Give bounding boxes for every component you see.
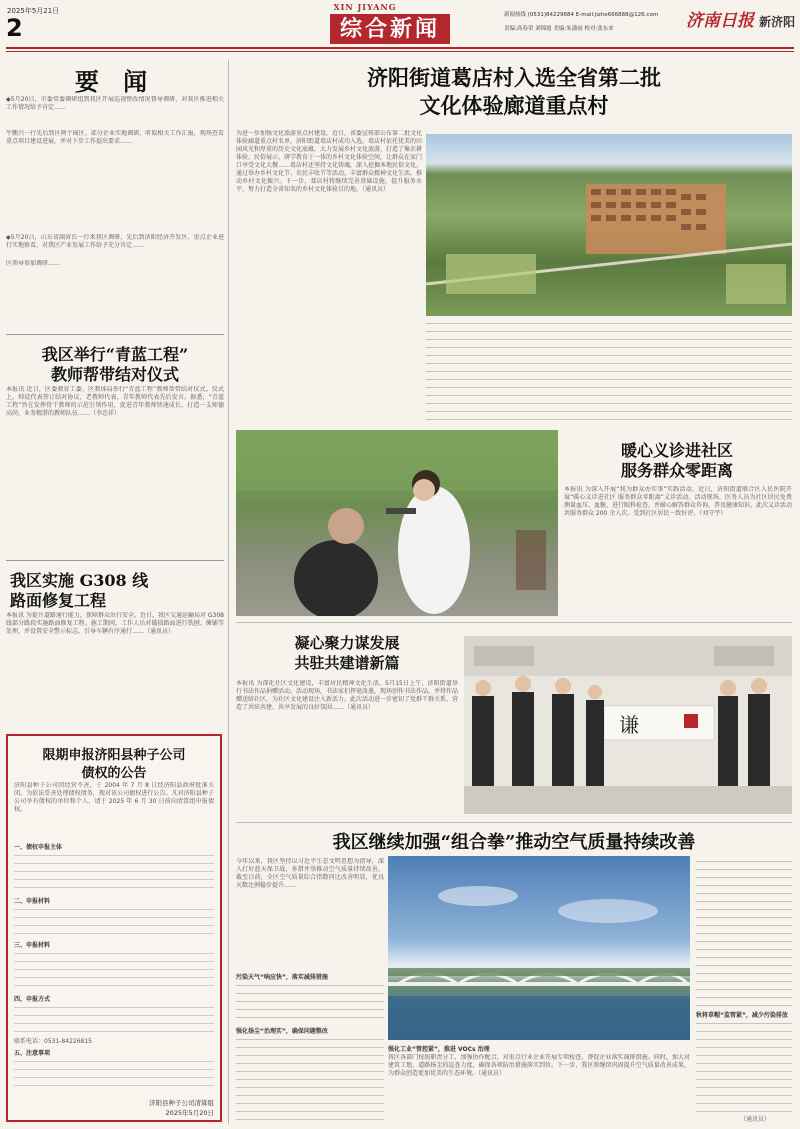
issue-date: 2025年5月21日	[7, 7, 60, 15]
notice-title-line1: 限期申报济阳县种子公司	[42, 748, 186, 763]
rule-2	[6, 560, 224, 561]
masthead-sub: 新济阳	[759, 15, 796, 29]
calligraphy-character: 谦	[619, 713, 639, 737]
section-pinyin: XIN JIYANG	[333, 2, 397, 12]
clinic-body: 本报讯 为深入开展“我为群众办实事”实践活动，近日，济阳街道联合区人民医院开展“暖心义诊进社区 服务群众零距离”义诊活动。活动现场，医务人员为社区居民免费测量血压、血糖，进行眼科检查，并耐心解答群众咨询，普及健康知识。此次义诊活动共服务群众 200 余人次，受到社区居民一致好评。（刘守宇）	[564, 486, 792, 517]
air-quality-body: 今年以来，我区坚持以习近平生态文明思想为指导，深入打好蓝天保卫战，多措并举推动空气质量持续改善。截至目前，全区空气质量综合指数同比改善明显，优良天数比例稳步提升……	[236, 858, 384, 889]
article2-title-line1: 我区实施 G308 线	[10, 571, 149, 590]
subhead-4: 秋将草帽“监管紧”，减少污染排放	[696, 1012, 788, 1019]
notice-item-5: 五、注意事项	[14, 1050, 51, 1057]
notice-box	[6, 734, 222, 1122]
section-title: 综合新闻	[330, 14, 450, 44]
lead-body-cont	[426, 320, 792, 426]
air-quality-body2: 我区各部门按照职责分工，加强协作配合，对重点行业企业开展专项检查，督促企业落实减排措施。同时，加大对建筑工地、道路扬尘的巡查力度，确保各项防治措施落实到位。下一步，我区将继续巩固提升空气质量改善成果，为群众创造更加优美的生态环境。（通讯员）	[388, 1054, 690, 1077]
article1-title-line1: 我区举行“青蓝工程”	[41, 345, 189, 364]
news-item-2: 牛鹏兴一行先后到区两个园区、部分企业实地调研，听取相关工作汇报，现场查看重点项目建设进展，并对下步工作提出要求……	[6, 130, 224, 145]
air-quality-filler-2	[236, 1036, 384, 1122]
masthead-logo	[686, 6, 795, 31]
calligraphy-photo	[464, 636, 792, 814]
article1-title-line2: 教师帮带结对仪式	[50, 365, 179, 384]
calligraphy-title-line1: 凝心聚力谋发展	[294, 634, 400, 652]
left-column	[6, 56, 224, 1126]
air-quality-right-col-2	[696, 1020, 792, 1112]
aerial-village-photo	[426, 134, 792, 316]
air-quality-title: 我区继续加强“组合拳”推动空气质量持续改善	[332, 832, 696, 853]
news-item-3: ◆5月20日，山东省副省长一行来我区调研，先后到济阳经济开发区、重点企业进行实地察看，对我区产业发展工作给予充分肯定……	[6, 234, 224, 249]
header-rule-thin	[6, 51, 794, 52]
calligraphy-body: 本报讯 为深化社区文化建设，丰富居民精神文化生活，5月15日上午，济阳街道举行书法作品捐赠活动。活动现场，书法家们挥毫泼墨，现场创作书法作品，并将作品赠送给社区，为社区文化建设注入新活力。此次活动进一步密切了党群干群关系，营造了共驻共建、共享发展的良好氛围……（通讯员）	[236, 680, 458, 711]
editors: 责编:高春荣 刘锦霞 美编:朱潇雨 校对:张东来	[504, 26, 614, 32]
notice-sign-date: 2025年5月20日	[165, 1109, 214, 1117]
calligraphy-photo-graphic	[464, 636, 792, 814]
masthead-title: 济南日报	[686, 11, 754, 31]
article2-body: 本报讯 为提升道路通行能力，保障群众出行安全，近日，我区交通运输局对 G308 线部分路段实施路面修复工程。施工期间，工作人员对破损路面进行铣刨、摊铺等处理，并设置安全警示标志，引导车辆有序通行……（通讯员）	[6, 612, 224, 635]
clinic-photo-graphic	[236, 430, 558, 616]
header	[0, 0, 800, 56]
notice-filler-5	[14, 1058, 214, 1092]
section-banner	[230, 2, 498, 46]
rule-1	[6, 334, 224, 335]
article2-title-line2: 路面修复工程	[10, 591, 107, 610]
header-rule	[6, 47, 794, 49]
notice-filler-3	[14, 950, 214, 990]
rule-mid	[236, 622, 792, 623]
clinic-title-line2: 服务群众零距离	[620, 461, 733, 480]
notice-title-line2: 债权的公告	[81, 766, 147, 781]
notice-filler-2	[14, 906, 214, 936]
subhead-2: 强化扬尘“治理实”，确保问题整改	[236, 1028, 328, 1035]
yaowen-heading: 要 闻	[74, 67, 156, 96]
article1-body: 本报讯 近日，区委教育工委、区教体局举行“青蓝工程”教师帮带结对仪式。仪式上，师徒代表签订结对协议，老教师代表、青年教师代表先后发言。据悉，“青蓝工程”旨在发挥骨干教师的示范引领作用，促进青年教师快速成长，打造一支师德高尚、业务精湛的教师队伍……（李忠祥）	[6, 386, 224, 417]
hotline: 新闻热线 (0531)84229684 E-mail:jizhe666888@126.com	[504, 12, 659, 18]
bridge-lake-photo	[388, 856, 690, 1040]
air-quality-right-col	[696, 858, 792, 1008]
notice-body: 济阳县种子公司因经营不善，于 2004 年 7 月 8 日经济阳县政府批准关闭。为依法妥善处理债权债务，现对该公司债权进行公告。凡对济阳县种子公司享有债权的单位和个人，请于 2025 年 6 月 30 日前向清算组申报债权。	[14, 782, 214, 813]
notice-filler-1	[14, 852, 214, 892]
clinic-photo	[236, 430, 558, 616]
notice-item-1: 一、债权申报主体	[14, 844, 63, 851]
lead-title-line1: 济阳街道葛店村入选全省第二批	[367, 65, 661, 90]
air-quality-filler-1	[236, 982, 384, 1022]
bridge-photo-graphic	[388, 856, 690, 1040]
news-item-1: ◆5月20日，市委常委调研组到我区开展巡视整改情况督导调研，对我区推进相关工作情况给予肯定……	[6, 96, 224, 111]
aerial-photo-graphic	[426, 134, 792, 316]
calligraphy-title-line2: 共驻共建谱新篇	[294, 654, 400, 672]
notice-item-4: 四、申报方式	[14, 996, 51, 1003]
notice-contact: 联系电话：0531-84226815	[14, 1038, 92, 1045]
subhead-3: 强化工业“管控紧”，推进 VOCs 治理	[388, 1046, 490, 1053]
lead-body: 为进一步加强文化旅游重点村建设，近日，省委宣传部公布第二批文化体验廊道重点村名单，济阳街道葛店村成功入选。葛店村依托优美的田园风光和厚重的历史文化底蕴，大力发展乡村文化旅游，打造了集农耕体验、民俗展示、研学教育于一体的乡村文化体验空间，让群众在家门口享受文化大餐……葛店村还坚持文化铸魂，深入挖掘本地民俗文化，通过举办乡村文化节、农民丰收节等活动，丰富群众精神文化生活，推动乡村文化振兴。下一步，葛店村将继续完善基础设施，提升服务水平，努力打造全省知名的乡村文化体验目的地。（通讯员）	[236, 130, 422, 193]
notice-signature: 济阳县种子公司清算组	[149, 1099, 214, 1107]
notice-filler-4	[14, 1004, 214, 1034]
clinic-title-line1: 暖心义诊进社区	[620, 441, 733, 460]
notice-item-3: 三、申报材料	[14, 942, 51, 949]
notice-item-2: 二、申报材料	[14, 898, 51, 905]
rule-lower	[236, 822, 792, 823]
lead-title-line2: 文化体验廊道重点村	[419, 93, 609, 118]
page-number: 2	[6, 14, 23, 42]
column-divider	[228, 60, 229, 1124]
air-quality-byline: （通讯员）	[740, 1116, 771, 1123]
news-item-4: 区领导参加调研……	[6, 260, 61, 267]
subhead-1: 污染天气“响应快”，落实减排措施	[236, 974, 328, 981]
